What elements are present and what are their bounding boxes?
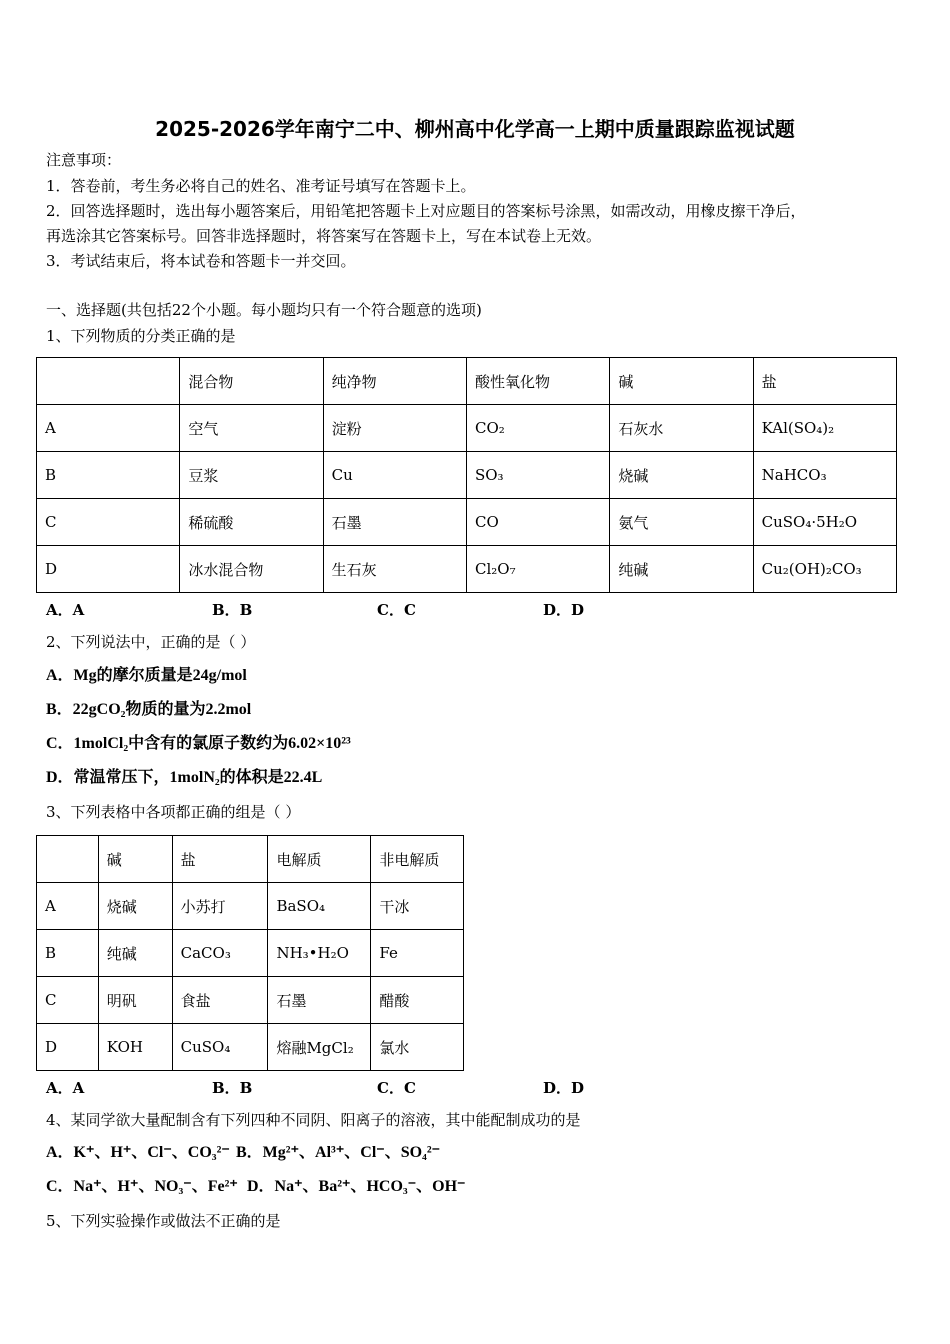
table-cell: 非电解质 <box>371 836 464 883</box>
table-cell <box>37 358 180 405</box>
table-cell: 空气 <box>180 405 323 452</box>
q3-answer-a[interactable]: A．A <box>46 1079 85 1097</box>
table-cell: 石墨 <box>268 977 371 1024</box>
question-3-stem: 3、下列表格中各项都正确的组是（ ） <box>46 803 301 821</box>
table-cell: 稀硫酸 <box>180 499 323 546</box>
table-cell: CuSO₄ <box>172 1024 268 1071</box>
table-cell: KAl(SO₄)₂ <box>753 405 896 452</box>
table-cell: B <box>37 930 99 977</box>
table-cell: C <box>37 499 180 546</box>
table-cell: 石墨 <box>323 499 466 546</box>
table-cell: NH₃•H₂O <box>268 930 371 977</box>
table-cell: A <box>37 405 180 452</box>
table-cell: 烧碱 <box>98 883 172 930</box>
table-cell: 小苏打 <box>172 883 268 930</box>
table-cell: Cu <box>323 452 466 499</box>
q3-answer-c[interactable]: C．C <box>377 1079 416 1097</box>
table-cell: D <box>37 1024 99 1071</box>
table-cell: Cl₂O₇ <box>466 546 609 593</box>
table-cell: Fe <box>371 930 464 977</box>
table-cell: D <box>37 546 180 593</box>
q1-answer-b[interactable]: B．B <box>212 601 253 619</box>
table-cell: NaHCO₃ <box>753 452 896 499</box>
table-cell: 豆浆 <box>180 452 323 499</box>
table-cell: 碱 <box>610 358 753 405</box>
table-cell: 盐 <box>753 358 896 405</box>
table-cell: 纯碱 <box>610 546 753 593</box>
notes-heading: 注意事项： <box>46 151 122 169</box>
table-cell: 氯水 <box>371 1024 464 1071</box>
table-cell: CO₂ <box>466 405 609 452</box>
table-cell: 烧碱 <box>610 452 753 499</box>
table-cell: 淀粉 <box>323 405 466 452</box>
table-cell: 干冰 <box>371 883 464 930</box>
table-cell: 纯碱 <box>98 930 172 977</box>
table-header-row <box>37 836 464 883</box>
q1-answer-a[interactable]: A．A <box>46 601 85 619</box>
q4-option-b[interactable]: B．Mg²⁺、Al³⁺、Cl⁻、SO₄²⁻ <box>236 1144 441 1161</box>
q2-option-c[interactable]: C．1molCl₂中含有的氯原子数约为6.02×10²³ <box>46 735 351 752</box>
table-cell: 混合物 <box>180 358 323 405</box>
table-cell: CuSO₄·5H₂O <box>753 499 896 546</box>
note-3: 3．考试结束后，将本试卷和答题卡一并交回。 <box>46 252 356 270</box>
table-header-row <box>37 358 897 405</box>
q3-answer-d[interactable]: D．D <box>543 1079 585 1097</box>
question-1-table <box>36 357 897 593</box>
table-row <box>37 1024 464 1071</box>
q2-option-a[interactable]: A．Mg的摩尔质量是24g/mol <box>46 667 247 684</box>
table-row <box>37 977 464 1024</box>
q1-answer-d[interactable]: D．D <box>543 601 585 619</box>
table-cell: SO₃ <box>466 452 609 499</box>
table-cell: C <box>37 977 99 1024</box>
q1-answer-c[interactable]: C．C <box>377 601 416 619</box>
question-5-stem: 5、下列实验操作或做法不正确的是 <box>46 1212 281 1230</box>
table-cell: 石灰水 <box>610 405 753 452</box>
q4-option-c[interactable]: C．Na⁺、H⁺、NO₃⁻、Fe²⁺ <box>46 1178 238 1195</box>
table-cell: 醋酸 <box>371 977 464 1024</box>
table-cell: KOH <box>98 1024 172 1071</box>
note-1: 1．答卷前，考生务必将自己的姓名、准考证号填写在答题卡上。 <box>46 177 476 195</box>
table-row <box>37 546 897 593</box>
table-cell: 碱 <box>98 836 172 883</box>
table-cell: 酸性氧化物 <box>466 358 609 405</box>
q2-option-b[interactable]: B．22gCO₂物质的量为2.2mol <box>46 701 252 718</box>
table-row <box>37 883 464 930</box>
table-row <box>37 405 897 452</box>
table-cell: 熔融MgCl₂ <box>268 1024 371 1071</box>
table-cell: 生石灰 <box>323 546 466 593</box>
table-cell: 冰水混合物 <box>180 546 323 593</box>
question-4-stem: 4、某同学欲大量配制含有下列四种不同阴、阳离子的溶液，其中能配制成功的是 <box>46 1111 581 1129</box>
question-2-stem: 2、下列说法中，正确的是（ ） <box>46 633 256 651</box>
question-3-table <box>36 835 464 1071</box>
note-2: 2．回答选择题时，选出每小题答案后，用铅笔把答题卡上对应题目的答案标号涂黑，如需改动，用橡皮擦干净后， <box>46 202 806 220</box>
table-cell: BaSO₄ <box>268 883 371 930</box>
table-cell: 纯净物 <box>323 358 466 405</box>
table-cell: 氨气 <box>610 499 753 546</box>
table-cell: CaCO₃ <box>172 930 268 977</box>
section-heading: 一、选择题(共包括22个小题。每小题均只有一个符合题意的选项) <box>46 301 482 319</box>
note-2-cont: 再选涂其它答案标号。回答非选择题时，将答案写在答题卡上，写在本试卷上无效。 <box>46 227 602 245</box>
table-cell: B <box>37 452 180 499</box>
table-cell: 电解质 <box>268 836 371 883</box>
table-cell: Cu₂(OH)₂CO₃ <box>753 546 896 593</box>
table-cell: 食盐 <box>172 977 268 1024</box>
table-row <box>37 499 897 546</box>
q2-option-d[interactable]: D．常温常压下，1molN₂的体积是22.4L <box>46 769 323 786</box>
table-cell: 明矾 <box>98 977 172 1024</box>
table-cell: A <box>37 883 99 930</box>
table-row <box>37 930 464 977</box>
q3-answer-b[interactable]: B．B <box>212 1079 253 1097</box>
table-cell: CO <box>466 499 609 546</box>
q4-option-d[interactable]: D．Na⁺、Ba²⁺、HCO₃⁻、OH⁻ <box>247 1178 466 1195</box>
q4-option-a[interactable]: A．K⁺、H⁺、Cl⁻、CO₃²⁻ <box>46 1144 230 1161</box>
table-cell: 盐 <box>172 836 268 883</box>
table-row <box>37 452 897 499</box>
page-title: 2025-2026学年南宁二中、柳州高中化学高一上期中质量跟踪监视试题 <box>155 117 795 141</box>
table-cell <box>37 836 99 883</box>
question-1-stem: 1、下列物质的分类正确的是 <box>46 327 236 345</box>
